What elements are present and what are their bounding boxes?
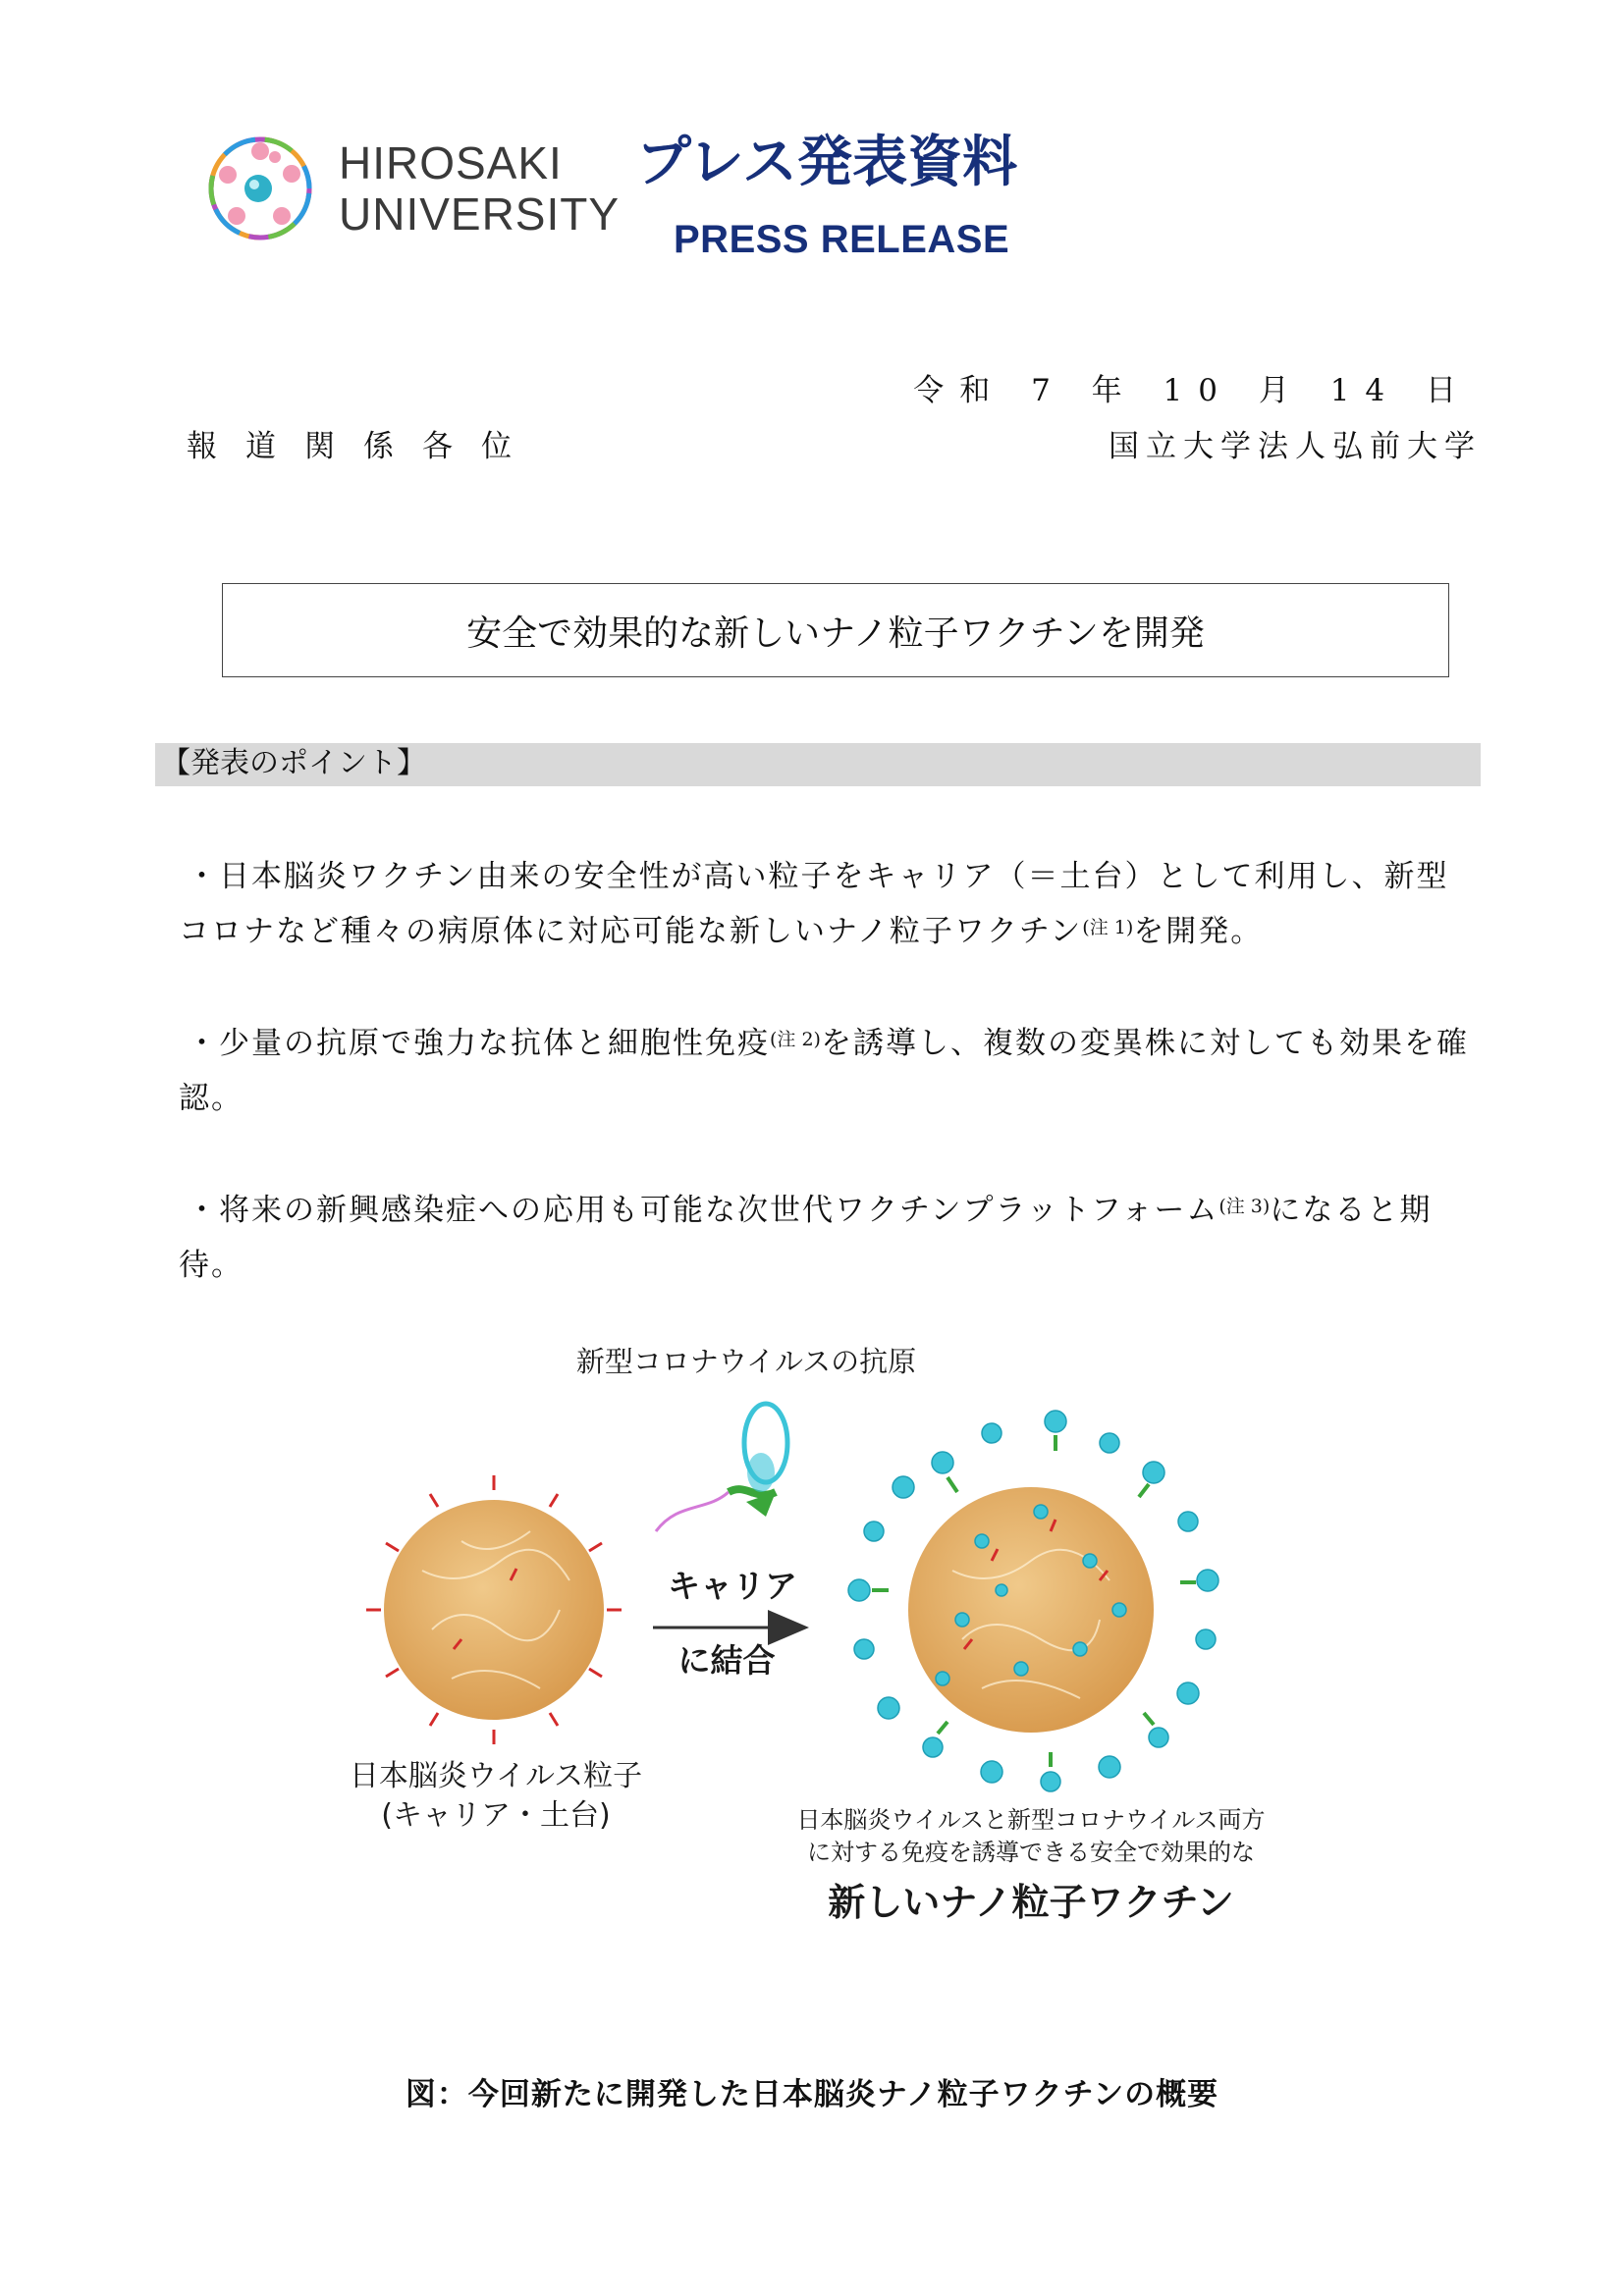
figure-caption: 図：今回新たに開発した日本脳炎ナノ粒子ワクチンの概要 xyxy=(405,2077,1219,2112)
nanoparticle-vaccine-image xyxy=(848,1411,1218,1791)
press-title-jp: プレス発表資料 xyxy=(636,131,1018,194)
bullet-2-text: ・少量の抗原で強力な抗体と細胞性免疫 xyxy=(187,1026,770,1061)
addressee: 報道関係各位 xyxy=(187,429,540,464)
bullet-3-text: ・将来の新興感染症への応用も可能な次世代ワクチンプラットフォーム xyxy=(187,1193,1219,1228)
antigen-label: 新型コロナウイルスの抗原 xyxy=(575,1345,917,1378)
antigen-structure-image xyxy=(656,1404,787,1531)
vaccine-description-line1: 日本脳炎ウイルスと新型コロナウイルス両方 xyxy=(796,1806,1266,1834)
vaccine-description-line2: に対する免疫を誘導できる安全で効果的な xyxy=(807,1839,1255,1866)
university-name-line1: HIROSAKI xyxy=(339,137,563,188)
bullet-2-text-end: を誘導し、複数の変異株に対しても効果を確認。 xyxy=(179,1026,1469,1116)
bullet-3-text-end: になると期待。 xyxy=(179,1193,1433,1283)
arrow-label-bind: に結合 xyxy=(677,1641,776,1680)
note-ref-2: (注 2) xyxy=(770,1029,821,1050)
bullet-1-text: ・日本脳炎ワクチン由来の安全性が高い粒子をキャリア（＝土台）として利用し、新型コロナなど種々の病原体に対応可能な新しいナノ粒子ワクチン xyxy=(179,859,1449,949)
release-title: 安全で効果的な新しいナノ粒子ワクチンを開発 xyxy=(466,613,1205,654)
sender: 国立大学法人弘前大学 xyxy=(1109,429,1482,464)
vaccine-name-label: 新しいナノ粒子ワクチン xyxy=(828,1881,1234,1924)
carrier-label: 日本脳炎ウイルス粒子 xyxy=(349,1759,643,1793)
bullet-1-text-end: を開発。 xyxy=(1133,914,1264,949)
release-date: 令和 7 年 10 月 14 日 xyxy=(913,373,1472,408)
arrow-label-carrier: キャリア xyxy=(668,1567,797,1605)
university-name-line2: UNIVERSITY xyxy=(339,188,621,240)
note-ref-1: (注 1) xyxy=(1082,917,1134,938)
carrier-particle-image xyxy=(366,1475,622,1744)
carrier-sublabel: (キャリア・土台) xyxy=(381,1798,611,1833)
points-header: 【発表のポイント】 xyxy=(161,746,426,780)
note-ref-3: (注 3) xyxy=(1218,1196,1271,1217)
press-title-en: PRESS RELEASE xyxy=(674,218,1010,261)
